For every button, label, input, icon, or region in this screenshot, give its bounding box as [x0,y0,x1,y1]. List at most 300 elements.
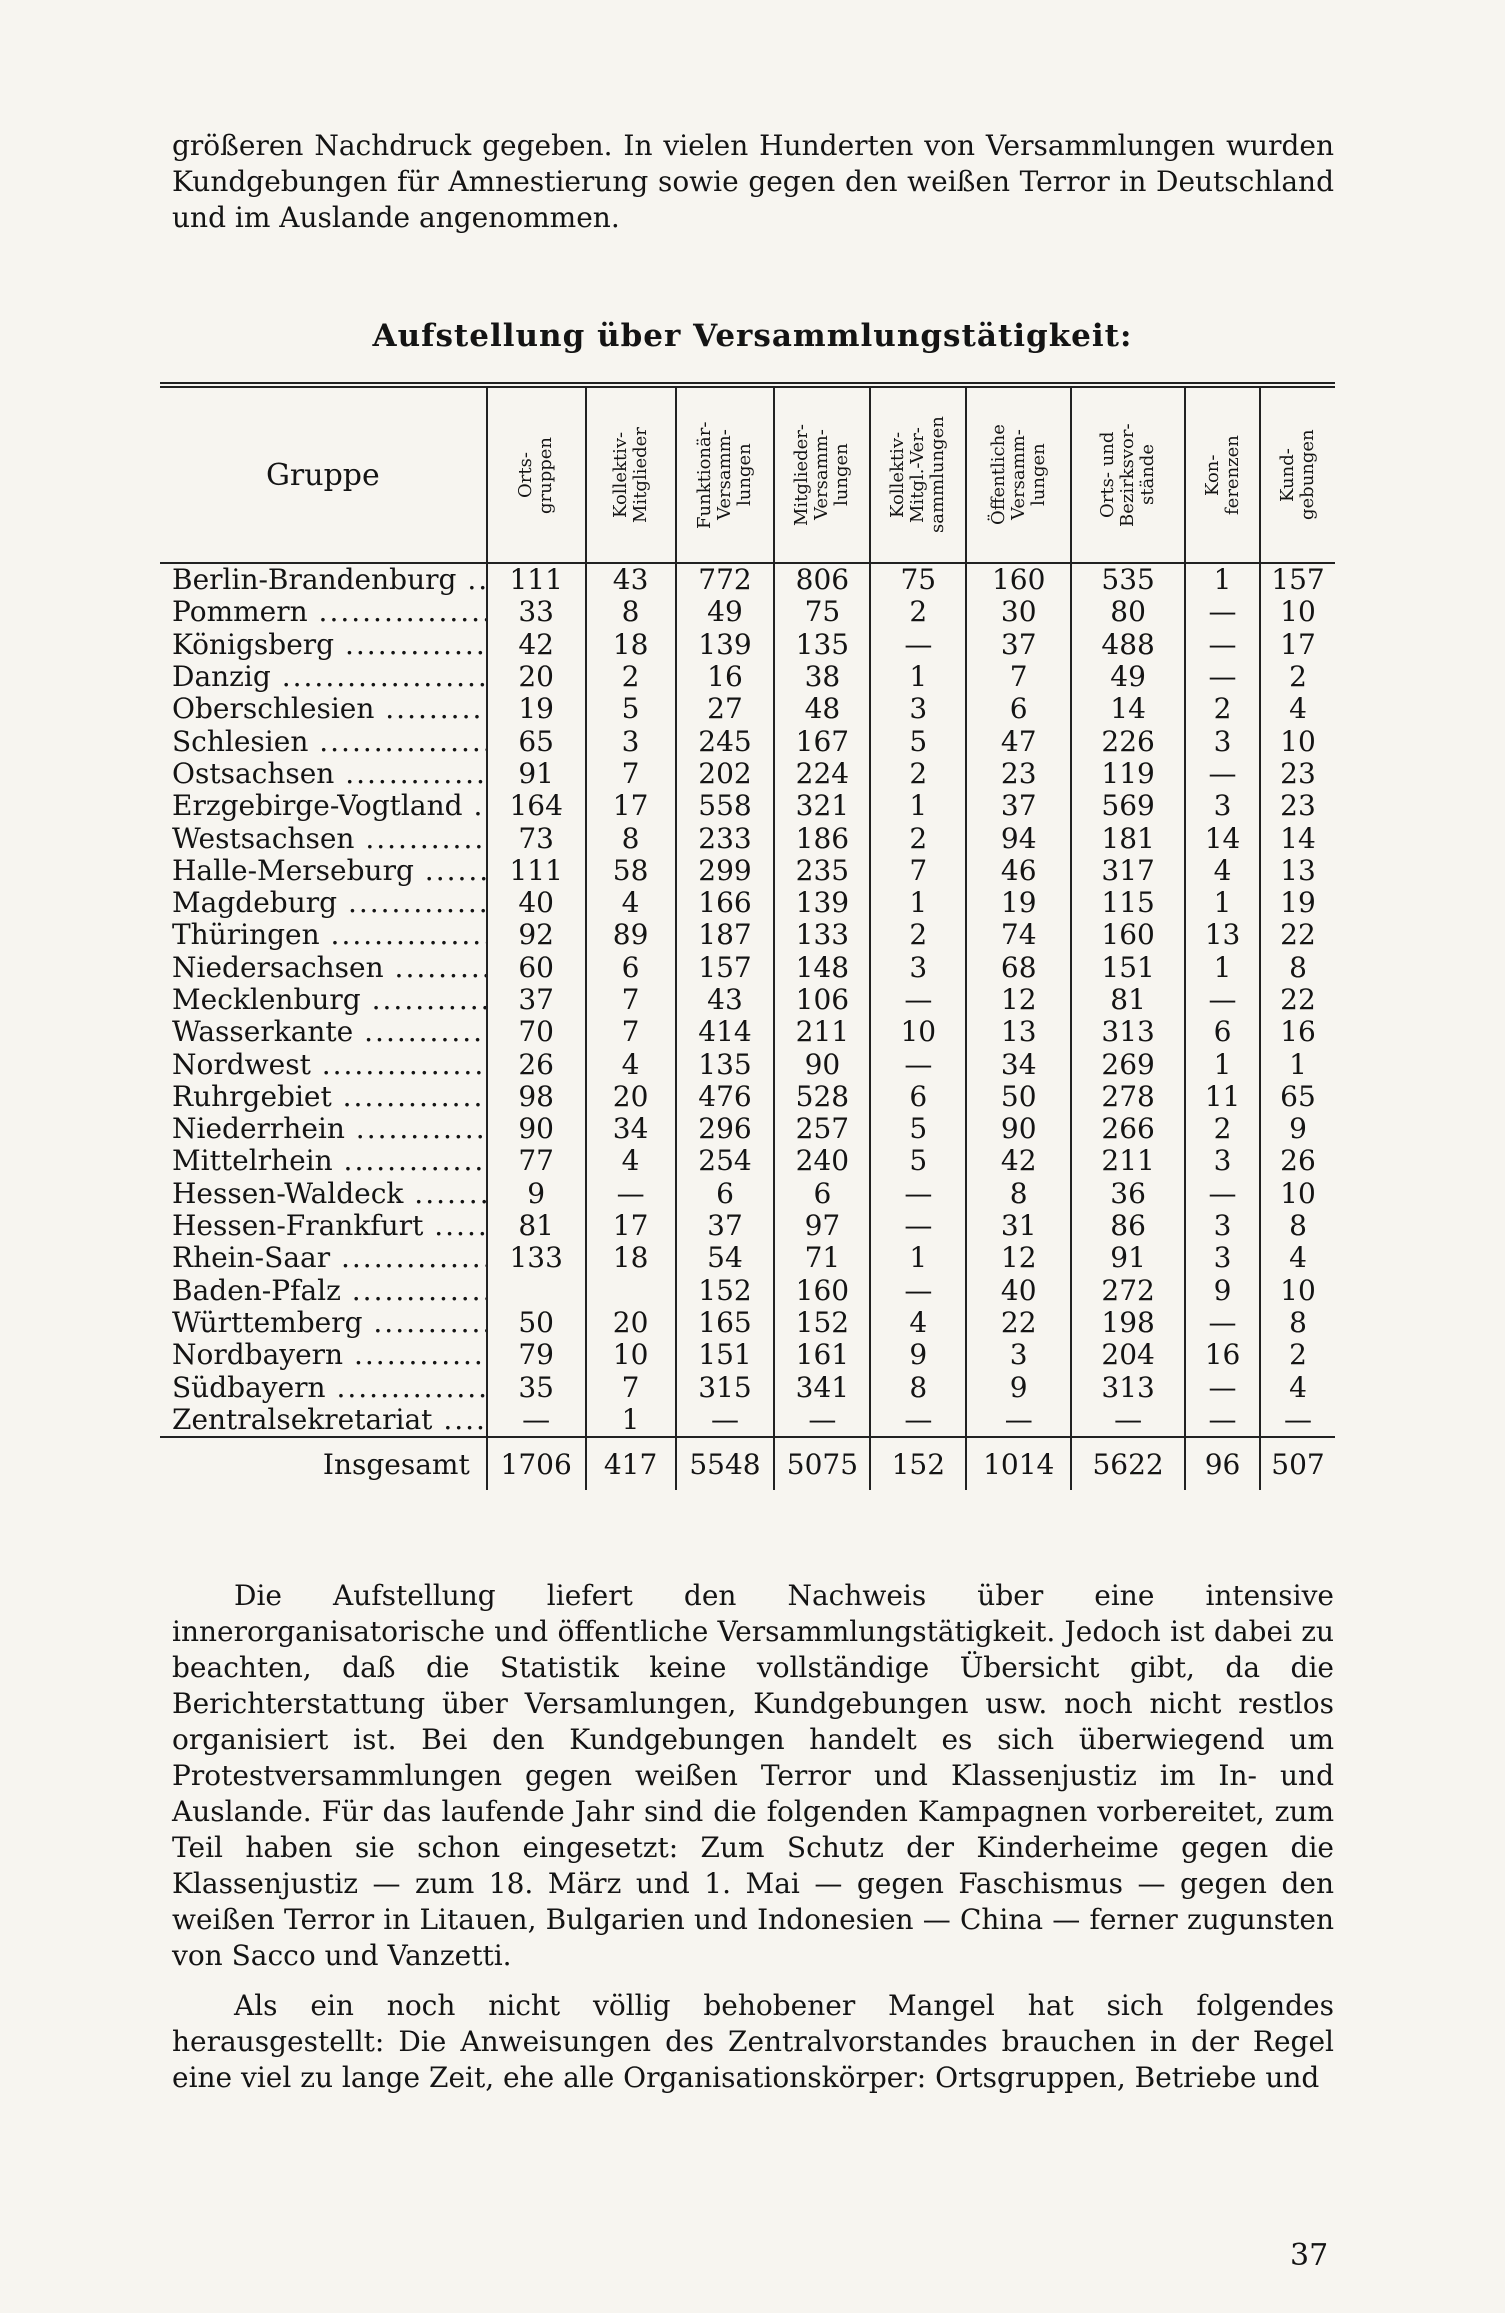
table-cell: — [1185,661,1260,693]
table-row [160,1339,1335,1371]
table-cell: 65 [1260,1081,1335,1113]
table-row [160,629,1335,661]
table-cell: 166 [676,887,775,919]
table-cell: — [1185,629,1260,661]
table-cell: 50 [966,1081,1071,1113]
group-name [160,790,487,822]
table-cell: 1 [1260,1048,1335,1080]
table-row [160,1275,1335,1307]
table-cell: 6 [966,693,1071,725]
table-cell: 60 [487,952,586,984]
table-cell: 27 [676,693,775,725]
table-cell: 7 [586,758,676,790]
table-cell: 98 [487,1081,586,1113]
table-row [160,1210,1335,1242]
group-name-text: Rhein-Saar [172,1242,331,1275]
column-header-label: Orts- gruppen [515,436,557,514]
table-cell: 22 [966,1307,1071,1339]
table-cell: 535 [1071,563,1185,596]
table-cell: — [1185,758,1260,790]
table-cell: 37 [487,984,586,1016]
table-cell: 161 [774,1339,870,1371]
table-cell: 278 [1071,1081,1185,1113]
table-row [160,1307,1335,1339]
table-cell: 3 [870,693,966,725]
group-name-text: Ruhrgebiet [172,1080,332,1113]
table-cell: 4 [1260,693,1335,725]
table-cell: 13 [1260,855,1335,887]
table-cell: 152 [676,1275,775,1307]
table-cell: 1 [870,1242,966,1274]
table-cell: 49 [1071,661,1185,693]
table-row [160,1081,1335,1113]
table-cell: 7 [870,855,966,887]
table-cell: 17 [586,790,676,822]
table-cell: 8 [586,822,676,854]
table-cell: 245 [676,725,775,757]
table-row [160,1048,1335,1080]
group-name-text: Erzgebirge-Vogtland [172,790,463,823]
group-name [160,758,487,790]
column-header-label: Öffentliche Versamm- lungen [987,424,1049,526]
group-name [160,952,487,984]
table-cell: 71 [774,1242,870,1274]
table-cell: 186 [774,822,870,854]
total-cell: 417 [586,1437,676,1490]
table-cell: 23 [1260,790,1335,822]
table-cell: 14 [1071,693,1185,725]
table-cell: 1 [870,887,966,919]
table-cell: — [1185,1178,1260,1210]
table-cell: 167 [774,725,870,757]
table-cell: 81 [1071,984,1185,1016]
table-cell: 2 [870,596,966,628]
table-cell: 10 [1260,1178,1335,1210]
group-name [160,1371,487,1403]
table-cell: 42 [966,1145,1071,1177]
table-cell: 115 [1071,887,1185,919]
table-cell: 296 [676,1113,775,1145]
table-cell: — [774,1404,870,1437]
group-name-text: Niederrhein [172,1113,345,1146]
table-cell: 135 [774,629,870,661]
column-header-label: Mitglieder- Versamm- lungen [791,424,853,526]
table-cell: 54 [676,1242,775,1274]
table-cell: 2 [1260,661,1335,693]
table-cell: 12 [966,1242,1071,1274]
group-name [160,563,487,596]
table-cell: 10 [1260,596,1335,628]
column-header [586,385,676,563]
table-row [160,596,1335,628]
group-name-text: Südbayern [172,1371,326,1404]
table-cell: 151 [1071,952,1185,984]
table-cell: 111 [487,855,586,887]
table-cell: 528 [774,1081,870,1113]
group-name-text: Baden-Pfalz [172,1274,341,1307]
table-cell: — [870,984,966,1016]
table-cell: 6 [774,1178,870,1210]
table-row [160,725,1335,757]
group-name-text: Schlesien [172,725,309,758]
table-row [160,919,1335,951]
group-name-text: Halle-Merseburg [172,854,414,887]
table-cell: 90 [774,1048,870,1080]
group-name [160,855,487,887]
total-cell: 1014 [966,1437,1071,1490]
table-cell: 1 [586,1404,676,1437]
table-cell: 18 [586,1242,676,1274]
table-cell: 73 [487,822,586,854]
table-cell: 106 [774,984,870,1016]
table-cell: 70 [487,1016,586,1048]
table-cell: 37 [676,1210,775,1242]
table-cell: 8 [966,1178,1071,1210]
table-cell: 91 [1071,1242,1185,1274]
group-name-text: Hessen-Waldeck [172,1177,404,1210]
table-cell: 22 [1260,919,1335,951]
column-header-label: Orts- und Bezirksvor- stände [1097,423,1159,527]
table-cell: 139 [774,887,870,919]
table-cell: 75 [870,563,966,596]
table-cell: 2 [870,919,966,951]
table-cell: 68 [966,952,1071,984]
table-cell: 20 [586,1081,676,1113]
group-name [160,1048,487,1080]
table-cell: 16 [676,661,775,693]
table-cell: 4 [586,1145,676,1177]
group-name [160,693,487,725]
table-cell: 9 [966,1371,1071,1403]
column-header [1260,385,1335,563]
totals-label: Insgesamt [322,1447,470,1481]
group-name [160,1081,487,1113]
table-cell: 34 [966,1048,1071,1080]
table-cell: — [1185,984,1260,1016]
column-header-label: Funktionär- Versamm- lungen [694,421,755,529]
table-cell: 89 [586,919,676,951]
group-name-text: Pommern [172,596,308,629]
total-cell: 1706 [487,1437,586,1490]
table-cell: 9 [487,1178,586,1210]
table-cell: 240 [774,1145,870,1177]
group-name-text: Ostsachsen [172,757,335,790]
table-cell: 9 [870,1339,966,1371]
total-cell: 5075 [774,1437,870,1490]
body-paragraph-2: Als ein noch nicht völlig behobener Mangel hat sich folgendes herausgestellt: Die Anweisungen des Zentralvorstandes brauchen in der Regel eine viel zu lange Zeit, ehe alle Organisationskörper: Ortsgruppen, Betriebe und [172,1989,1334,2094]
table-row [160,1113,1335,1145]
table-cell: 187 [676,919,775,951]
group-name-text: Mittelrhein [172,1145,333,1178]
total-cell: 507 [1260,1437,1335,1490]
table-cell: 7 [586,1371,676,1403]
column-header [1185,385,1260,563]
table-cell: 37 [966,790,1071,822]
group-name [160,984,487,1016]
table-cell: — [870,1178,966,1210]
group-name [160,661,487,693]
group-name [160,1275,487,1307]
meeting-statistics-table [160,382,1335,1490]
table-cell: 33 [487,596,586,628]
table-cell: 1 [1185,563,1260,596]
column-header-label: Kollektiv- Mitgl.-Ver- sammlungen [887,416,949,534]
table-row [160,1404,1335,1437]
table-cell: 5 [870,1113,966,1145]
table-cell: 321 [774,790,870,822]
table-row [160,693,1335,725]
table-cell: 90 [487,1113,586,1145]
table-cell: 20 [487,661,586,693]
table-cell: 2 [586,661,676,693]
table-cell: 1 [1185,887,1260,919]
page-number: 37 [1290,2238,1329,2273]
table-cell: 7 [586,1016,676,1048]
table-cell: 10 [1260,725,1335,757]
table-cell: — [870,629,966,661]
table-cell: 1 [1185,952,1260,984]
group-name [160,629,487,661]
table-cell: 3 [1185,1210,1260,1242]
table-cell: 2 [1185,1113,1260,1145]
table-row [160,822,1335,854]
table-cell: — [1185,1371,1260,1403]
table-cell: 49 [676,596,775,628]
table-cell: 233 [676,822,775,854]
table-cell: 8 [1260,1210,1335,1242]
table-heading: Aufstellung über Versammlungstätigkeit: [372,318,1133,354]
table-cell: 38 [774,661,870,693]
table-cell: 111 [487,563,586,596]
table-cell: 5 [870,1145,966,1177]
column-header [1071,385,1185,563]
table-cell: 13 [1185,919,1260,951]
table-cell: — [870,1048,966,1080]
column-header [870,385,966,563]
column-header-label: Kund- gebungen [1276,429,1318,521]
table-cell: 46 [966,855,1071,887]
table-cell: 9 [1260,1113,1335,1145]
total-cell: 152 [870,1437,966,1490]
table-cell: 91 [487,758,586,790]
table-cell: 313 [1071,1016,1185,1048]
table-cell: — [1185,1307,1260,1339]
table-row [160,661,1335,693]
table-cell: 3 [966,1339,1071,1371]
table-cell: 8 [1260,1307,1335,1339]
table-cell: 157 [676,952,775,984]
table-cell: 2 [1185,693,1260,725]
total-cell: 96 [1185,1437,1260,1490]
group-name [160,1404,487,1437]
table-row [160,887,1335,919]
table-cell: 313 [1071,1371,1185,1403]
table-row [160,952,1335,984]
table-cell: 317 [1071,855,1185,887]
table-cell: 3 [1185,1145,1260,1177]
total-cell: 5548 [676,1437,775,1490]
table-cell: 13 [966,1016,1071,1048]
table-cell: 31 [966,1210,1071,1242]
group-name [160,919,487,951]
table-cell: 17 [586,1210,676,1242]
group-name [160,1242,487,1274]
column-header [774,385,870,563]
table-cell: 8 [870,1371,966,1403]
totals-row [160,1437,1335,1490]
table-cell: 9 [1185,1275,1260,1307]
table-cell: 3 [1185,1242,1260,1274]
group-name-text: Zentralsekretariat [172,1403,433,1436]
table-cell: 6 [586,952,676,984]
group-name [160,1210,487,1242]
column-header-label: Kollektiv- Mitglieder [609,427,651,523]
table-cell: 77 [487,1145,586,1177]
column-header [487,385,586,563]
table-cell: 75 [774,596,870,628]
table-cell: 135 [676,1048,775,1080]
group-name [160,1178,487,1210]
table-cell: 269 [1071,1048,1185,1080]
table-cell: 119 [1071,758,1185,790]
group-name-text: Berlin-Brandenburg [172,563,457,597]
table-cell: 22 [1260,984,1335,1016]
group-name [160,596,487,628]
table-cell: 97 [774,1210,870,1242]
group-name [160,1016,487,1048]
table-cell: 164 [487,790,586,822]
group-name-text: Thüringen [172,919,320,952]
table-cell: 40 [487,887,586,919]
table-cell: 92 [487,919,586,951]
table-cell: 198 [1071,1307,1185,1339]
group-name [160,1113,487,1145]
table-cell: 26 [487,1048,586,1080]
table-cell: 26 [1260,1145,1335,1177]
table-row [160,1242,1335,1274]
group-name [160,725,487,757]
table-cell: 299 [676,855,775,887]
table-cell: 8 [1260,952,1335,984]
group-name [160,887,487,919]
table-cell: 476 [676,1081,775,1113]
table-cell: 90 [966,1113,1071,1145]
group-name-text: Nordbayern [172,1339,344,1372]
table-cell: 20 [586,1307,676,1339]
total-cell: 5622 [1071,1437,1185,1490]
table-cell: 36 [1071,1178,1185,1210]
table-cell: 17 [1260,629,1335,661]
table-cell: 165 [676,1307,775,1339]
group-column-header: Gruppe [265,457,380,493]
table-cell: 157 [1260,563,1335,596]
table-cell: 211 [774,1016,870,1048]
table-cell: 23 [1260,758,1335,790]
table-row [160,1371,1335,1403]
table-cell: 257 [774,1113,870,1145]
group-name-text: Oberschlesien [172,693,375,726]
table-cell: 3 [1185,725,1260,757]
table-cell: 4 [586,1048,676,1080]
table-cell: 6 [1185,1016,1260,1048]
table-row [160,758,1335,790]
table-cell: 7 [586,984,676,1016]
table-cell: 79 [487,1339,586,1371]
table-cell: 47 [966,725,1071,757]
table-cell: 160 [774,1275,870,1307]
table-cell: — [870,1275,966,1307]
table-cell: 3 [586,725,676,757]
table-cell: 204 [1071,1339,1185,1371]
table-cell: 1 [870,790,966,822]
group-name-text: Mecklenburg [172,983,361,1016]
table-cell: 42 [487,629,586,661]
table-cell: 2 [1260,1339,1335,1371]
table-cell: 272 [1071,1275,1185,1307]
table-cell: — [586,1178,676,1210]
table-cell: — [1185,1404,1260,1437]
table-cell: 6 [870,1081,966,1113]
table-cell: 81 [487,1210,586,1242]
table-cell: 558 [676,790,775,822]
table-cell: — [676,1404,775,1437]
group-name-text: Magdeburg [172,886,338,920]
table-header-row [160,385,1335,563]
table-cell: 12 [966,984,1071,1016]
table-cell: 10 [1260,1275,1335,1307]
group-name-text: Wasserkante [172,1016,354,1049]
group-name-text: Niedersachsen [172,951,384,984]
table-cell: 14 [1185,822,1260,854]
table-cell [586,1275,676,1307]
group-name-text: Königsberg [172,628,335,661]
table-cell: 806 [774,563,870,596]
table-cell: 94 [966,822,1071,854]
table-cell: 48 [774,693,870,725]
group-name-text: Württemberg [172,1306,363,1339]
table-cell: 235 [774,855,870,887]
table-cell: 569 [1071,790,1185,822]
table-cell: 254 [676,1145,775,1177]
table-row [160,563,1335,596]
table-cell: — [487,1404,586,1437]
table-cell: 86 [1071,1210,1185,1242]
table-cell: 19 [487,693,586,725]
table-cell: 10 [870,1016,966,1048]
table-cell: — [870,1404,966,1437]
group-name [160,1307,487,1339]
table-cell: 3 [1185,790,1260,822]
table-cell: 160 [966,563,1071,596]
table-cell: 4 [1185,855,1260,887]
table-cell: 58 [586,855,676,887]
group-name-text: Danzig [172,660,271,694]
table-cell: 160 [1071,919,1185,951]
table-cell: 16 [1185,1339,1260,1371]
table-cell: 148 [774,952,870,984]
table-cell: — [1071,1404,1185,1437]
table-cell: 4 [870,1307,966,1339]
table-cell: 488 [1071,629,1185,661]
table-row [160,1145,1335,1177]
table-cell: 65 [487,725,586,757]
table-cell: 151 [676,1339,775,1371]
table-cell: 6 [676,1178,775,1210]
table-cell: — [966,1404,1071,1437]
table-cell: 16 [1260,1016,1335,1048]
table-cell: 1 [870,661,966,693]
column-header-label: Kon- ferenzen [1201,435,1243,515]
